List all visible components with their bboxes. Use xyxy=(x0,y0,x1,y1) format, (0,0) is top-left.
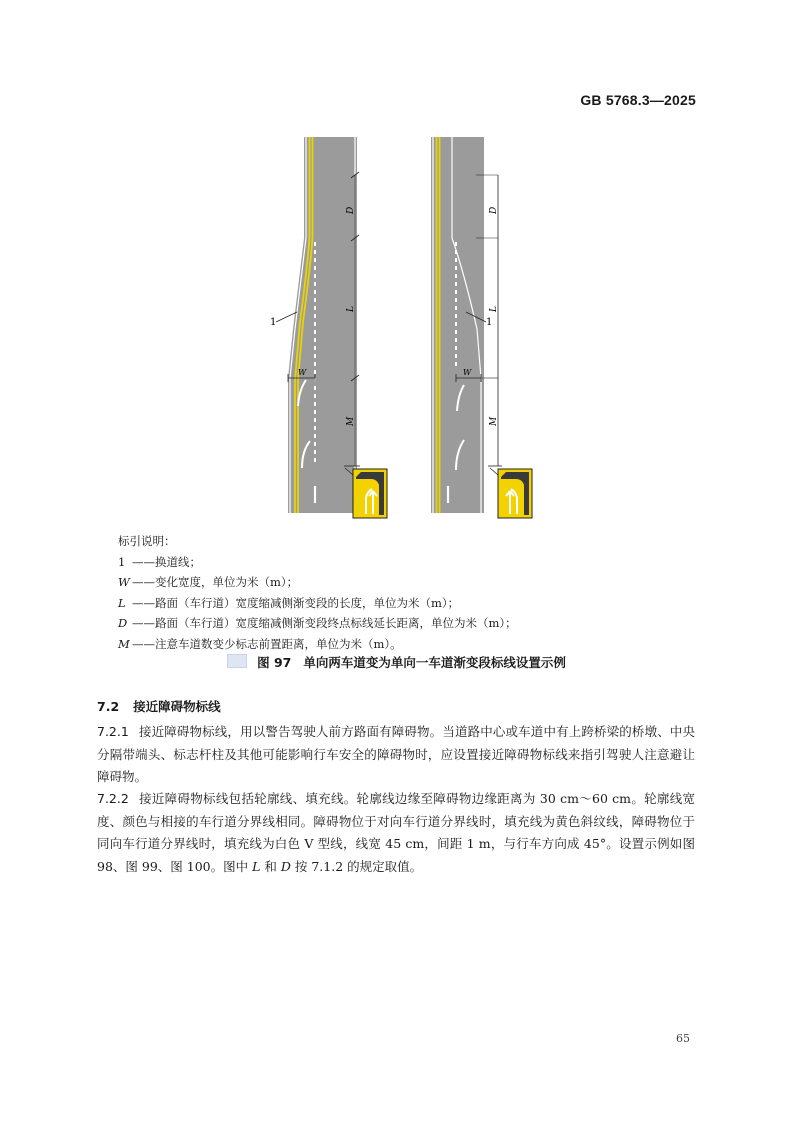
lane-reduction-sign-left xyxy=(353,469,387,518)
legend-item-m: M ——注意车道数变少标志前置距离，单位为米（m）。 xyxy=(118,636,402,651)
dim-w-left: W xyxy=(298,368,307,377)
clause-7-2-2 xyxy=(97,788,695,878)
dim-d-left: D xyxy=(346,206,356,214)
legend-item-w: W ——变化宽度，单位为米（m）； xyxy=(118,575,299,589)
var-l: L xyxy=(252,858,261,874)
watermark-icon xyxy=(227,654,247,668)
clause-number: 7.2.2 xyxy=(97,791,129,806)
label-1-right: 1 xyxy=(486,317,493,328)
right-panel xyxy=(431,137,532,518)
figure-caption xyxy=(0,653,793,671)
legend-title: 标引说明： xyxy=(118,534,176,548)
figure-number: 图 97 xyxy=(257,655,292,670)
clause-number: 7.2.1 xyxy=(97,724,129,739)
dim-d-right: D xyxy=(489,206,499,214)
page-number: 65 xyxy=(676,1032,690,1045)
dim-m-right: M xyxy=(489,416,499,426)
dim-w-right: W xyxy=(463,368,472,377)
standard-code: GB 5768.3—2025 xyxy=(580,92,696,108)
clause-text: 接近障碍物标线，用以警告驾驶人前方路面有障碍物。当道路中心或车道中有上跨桥梁的桥墩、中央分隔带端头、标志杆柱及其他可能影响行车安全的障碍物时，应设置接近障碍物标线来指引驾驶人注意避让障碍物。 xyxy=(97,724,695,784)
section-heading xyxy=(97,697,221,715)
figure-legend xyxy=(118,531,517,654)
legend-item-d: D ——路面（车行道）宽度缩减侧渐变段终点标线延长距离，单位为米（m）； xyxy=(118,616,517,630)
lane-reduction-sign-right xyxy=(498,469,532,518)
dim-l-right: L xyxy=(489,306,499,312)
clause-text-c: 按 7.1.2 的规定取值。 xyxy=(290,858,423,874)
dim-l-left: L xyxy=(346,306,356,312)
section-number: 7.2 xyxy=(97,699,120,714)
label-1-left: 1 xyxy=(270,317,277,328)
clause-text-a: 接近障碍物标线包括轮廓线、填充线。轮廓线边缘至障碍物边缘距离为 30 cm～60 cm。轮廓线宽度、颜色与相接的车行道分界线相同。障碍物位于对向车行道分界线时，填充线为黄色斜纹线，障碍物位于同向车行道分界线时，填充线为白色 V 型线，线宽 45 cm，间距 1 m，与行车方向成 45°。设置示例如图 98、图 99、图 100。图中 xyxy=(97,791,695,874)
legend-item-1: 1 ——换道线； xyxy=(118,554,201,569)
var-d: D xyxy=(280,858,291,874)
sign-leader-right xyxy=(490,468,498,475)
left-panel xyxy=(270,137,387,518)
label-1-leader-left xyxy=(276,312,297,322)
figure-97-diagram xyxy=(240,130,560,522)
figure-title: 单向两车道变为单向一车道渐变段标线设置示例 xyxy=(303,655,566,670)
clause-7-2-1 xyxy=(97,721,695,789)
clause-text-b: 和 xyxy=(260,858,281,874)
section-title: 接近障碍物标线 xyxy=(133,699,221,714)
dim-m-left: M xyxy=(346,416,356,426)
legend-item-l: L ——路面（车行道）宽度缩减侧渐变段的长度，单位为米（m）； xyxy=(118,595,460,610)
